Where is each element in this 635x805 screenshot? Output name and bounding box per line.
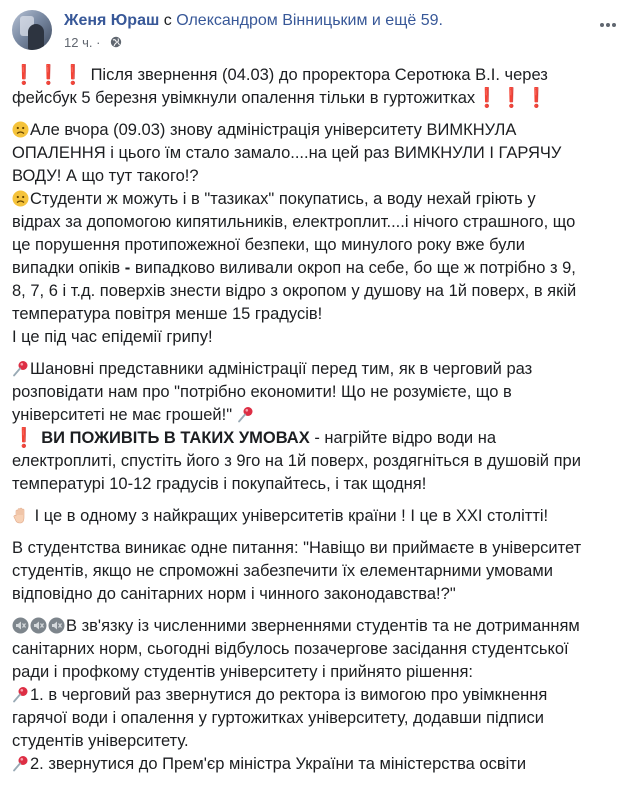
raised-hand-icon <box>12 507 29 524</box>
round-pushpin-icon <box>12 686 29 703</box>
post-header <box>12 10 623 54</box>
muted-speaker-icon <box>12 617 29 634</box>
with-text: с <box>159 12 177 29</box>
tagged-people-link[interactable]: Олександром Вінницьким и ещё 59. <box>176 12 443 29</box>
paragraph-2: Але вчора (09.03) знову адміністрація університету ВИМКНУЛА ОПАЛЕННЯ і цього їм стало замало....на цей раз ВИМКНУЛИ І ГАРЯЧУ ВОДУ! А що тут такого!? Студенти ж можуть і в "тазиках" покупатись, а воду нехай гріють у відрах за допомогою кипятильників, електроплит....і нічого страшного, що це порушення протипожежної безпеки, що минулого року вже були випадки опіків - випадково виливали окроп на себе, бо ще ж потрібно з 9, 8, 7, 6 і т.д. поверхів знести відро з окропом у душову на 1й поверх, в якій температура повітря менше 15 градусів! І це під час епідемії грипу! <box>12 121 577 346</box>
avatar[interactable] <box>12 10 52 50</box>
paragraph-3: Шановні представники адміністрації перед тим, як в черговий раз розповідати нам про "потрібно економити! Що не розумієте, що в університеті не має грошей!" ❗ ВИ ПОЖИВІТЬ В ТАКИХ УМОВАХ - нагрійте відро води на електроплиті, спустіть його з 9го на 1й поверх, роздягніться в душовій при температурі 10-12 градусів і покупайтесь, і так щодня! <box>12 360 581 493</box>
frowning-face-icon <box>12 121 29 138</box>
round-pushpin-icon <box>237 406 254 423</box>
red-exclamation-icon: ❗ <box>12 428 37 449</box>
author-name-link[interactable]: Женя Юраш <box>64 12 160 29</box>
post-headline <box>64 11 443 31</box>
post-meta: 12 ч. · <box>64 35 122 52</box>
post-body <box>12 64 624 785</box>
post-timestamp[interactable]: 12 ч. <box>64 35 93 50</box>
more-options-icon[interactable] <box>599 14 623 30</box>
muted-speaker-icon <box>48 617 65 634</box>
frowning-face-icon <box>12 190 29 207</box>
paragraph-5: В студентства виникає одне питання: "Навіщо ви приймаєте в університет студентів, якщо не спроможні забезпечити їх елементарними умовами відповідно до санітарних норм і чинного законодавства!?" <box>12 539 582 603</box>
paragraph-1: ❗❗❗ Після звернення (04.03) до проректора Серотюка В.І. через фейсбук 5 березня увімкнули опалення тільки в гуртожитках❗❗❗ <box>12 65 550 109</box>
red-exclamation-icon: ❗❗❗ <box>475 88 550 109</box>
paragraph-4: І це в одному з найкращих університетів країни ! І це в XXI столітті! <box>12 505 624 528</box>
round-pushpin-icon <box>12 755 29 772</box>
muted-speaker-icon <box>30 617 47 634</box>
paragraph-6: В зв'язку із численними зверненнями студентів та не дотриманням санітарних норм, сьогодні відбулось позачергове засідання студентської ради і профкому студентів університету і прийнято рішення: 1. в черговий раз звернутися до ректора із вимогою про увімкнення гарячої води і опалення у гуртожитках університету, додавши підписи студентів університету. 2. звернутися до Прем'єр міністра України та міністерства освіти <box>12 617 580 773</box>
round-pushpin-icon <box>12 360 29 377</box>
globe-icon[interactable] <box>110 36 122 52</box>
red-exclamation-icon: ❗❗❗ <box>12 65 86 86</box>
